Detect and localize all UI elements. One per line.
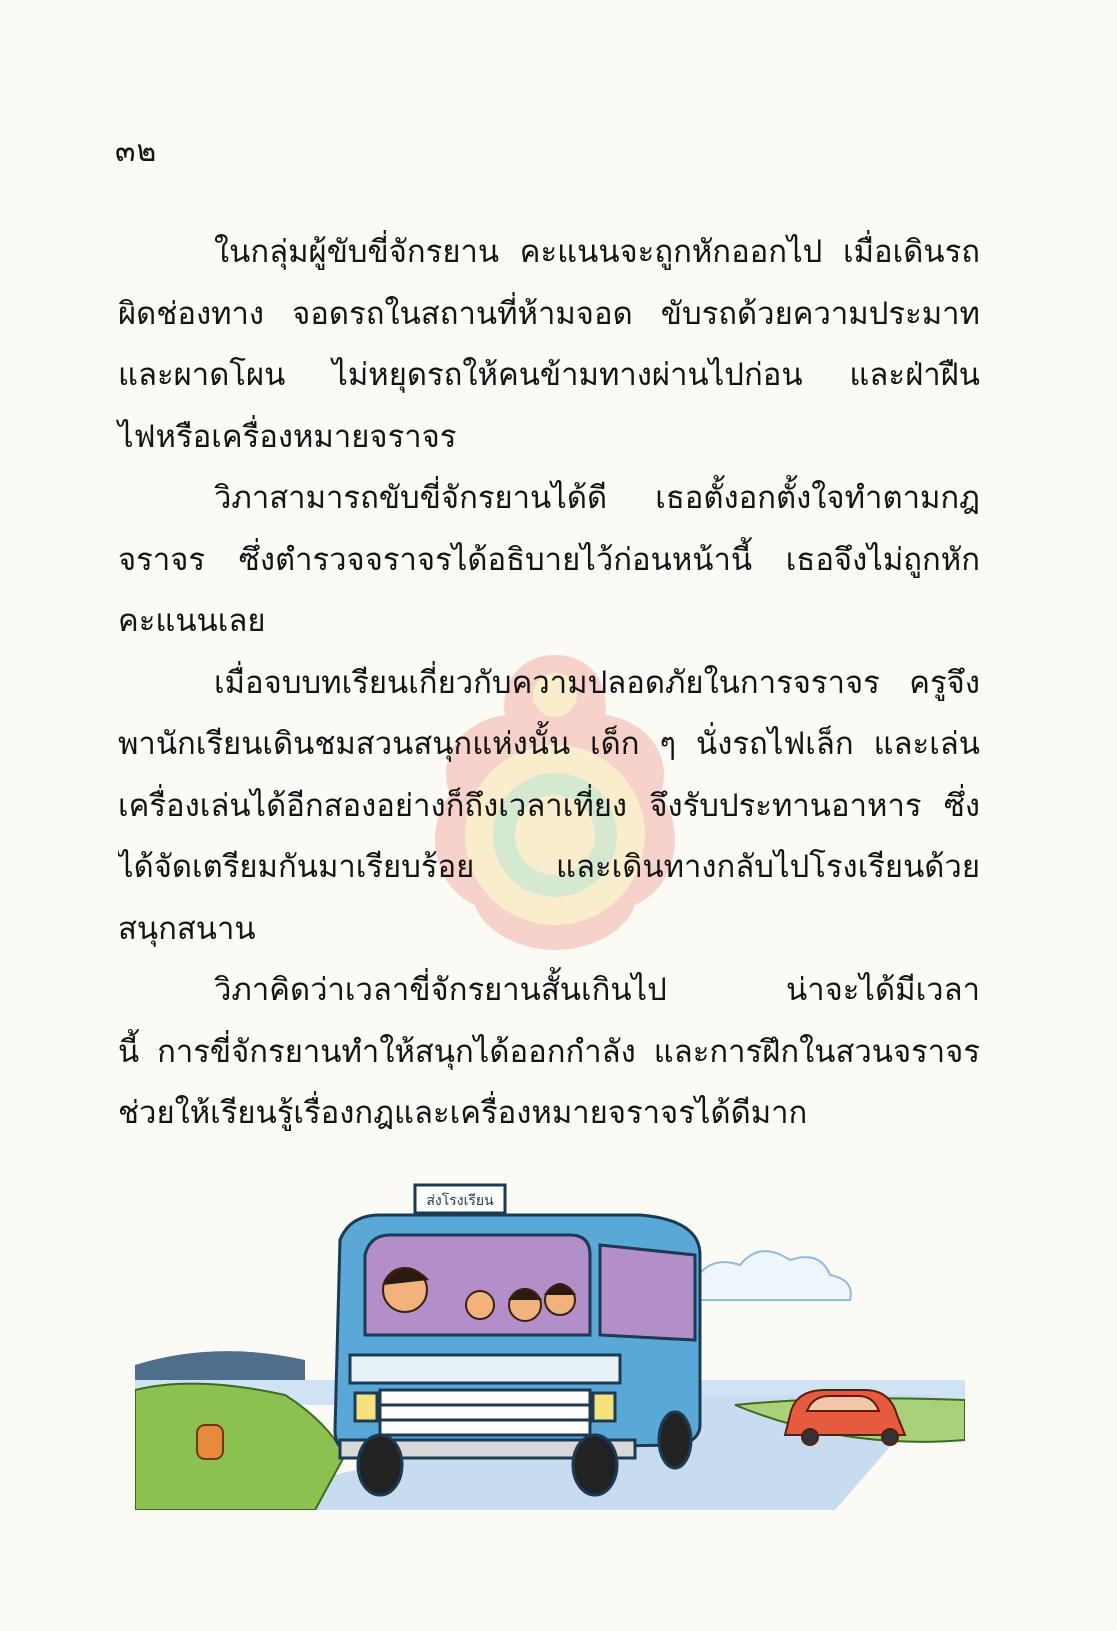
text-line: ในกลุ่มผู้ขับขี่จักรยาน คะแนนจะถูกหักออกไป เมื่อเดินรถ — [214, 234, 980, 270]
text-line: นี้ การขี่จักรยานทำให้สนุกได้ออกกำลัง และการฝึกในสวนจราจร — [118, 1033, 980, 1070]
text-line: วิภาคิดว่าเวลาขี่จักรยานสั้นเกินไป น่าจะได้มีเวลา — [214, 972, 980, 1008]
paragraph-3 — [118, 653, 980, 961]
body-text — [118, 222, 980, 1145]
cloud — [684, 1251, 851, 1300]
text-line: จราจร ซึ่งตำรวจจราจรได้อธิบายไว้ก่อนหน้านี้ เธอจึงไม่ถูกหัก — [118, 541, 980, 578]
text-line: เมื่อจบบทเรียนเกี่ยวกับความปลอดภัยในการจราจร ครูจึง — [214, 664, 980, 701]
milestone — [197, 1425, 223, 1459]
paragraph-4 — [118, 960, 980, 1145]
page-number: ๓๒ — [115, 134, 158, 169]
paragraph-1 — [118, 222, 980, 468]
text-line: เครื่องเล่นได้อีกสองอย่างก็ถึงเวลาเที่ยง จึงรับประทานอาหาร ซึ่ง — [118, 787, 980, 824]
text-line: ได้จัดเตรียมกันมาเรียบร้อย และเดินทางกลับไปโรงเรียนด้วย — [118, 849, 980, 885]
text-line: พานักเรียนเดินชมสวนสนุกแห่งนั้น เด็ก ๆ นั่งรถไฟเล็ก และเล่น — [118, 726, 980, 762]
text-line: วิภาสามารถขับขี่จักรยานได้ดี เธอตั้งอกตั้งใจทำตามกฎ — [214, 480, 980, 516]
paragraph-2 — [118, 468, 980, 653]
text-line: สนุกสนาน — [118, 910, 256, 947]
bus-sign: ส่งโรงเรียน — [426, 1193, 494, 1209]
text-line: ช่วยให้เรียนรู้เรื่องกฎและเครื่องหมายจราจรได้ดีมาก — [118, 1095, 808, 1131]
text-line: คะแนนเลย — [118, 603, 266, 639]
bus-illustration — [135, 1165, 965, 1510]
text-line: ผิดช่องทาง จอดรถในสถานที่ห้ามจอด ขับรถด้วยความประมาท — [118, 295, 980, 332]
text-line: และผาดโผน ไม่หยุดรถให้คนข้ามทางผ่านไปก่อน และฝ่าฝืน — [118, 357, 980, 393]
text-line: ไฟหรือเครื่องหมายจราจร — [118, 418, 457, 455]
